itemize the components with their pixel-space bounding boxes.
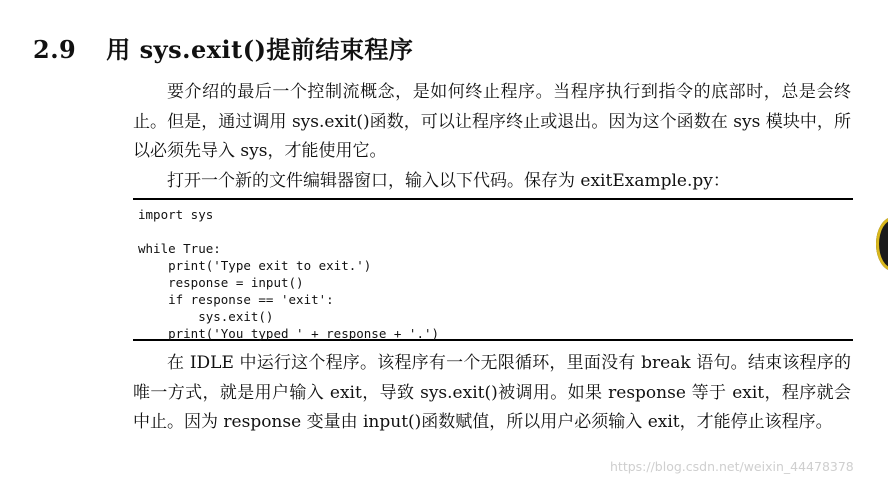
code-line: import sys: [138, 207, 214, 222]
intro-paragraph: 要介绍的最后一个控制流概念，是如何终止程序。当程序执行到指令的底部时，总是会终止。但是，通过调用 sys.exit()函数，可以让程序终止或退出。因为这个函数在 sys 模块中，所以必须先导入 sys，才能使用它。: [133, 82, 851, 161]
code-line: [138, 223, 853, 240]
floating-widget-icon[interactable]: [876, 217, 888, 271]
code-line: while True:: [138, 241, 221, 256]
code-line: if response == 'exit':: [138, 292, 334, 307]
instruction-paragraph: 打开一个新的文件编辑器窗口，输入以下代码。保存为 exitExample.py：: [167, 170, 730, 191]
section-heading: [33, 30, 413, 65]
code-line: response = input(): [138, 275, 304, 290]
explanation-text: [133, 349, 851, 438]
explanation-paragraph: 在 IDLE 中运行这个程序。该程序有一个无限循环，里面没有 break 语句。结束该程序的唯一方式，就是用户输入 exit，导致 sys.exit()被调用。如果 response 等于 exit，程序就会中止。因为 response 变量由 input()函数赋值，所以用户必须输入 exit，才能停止该程序。: [133, 353, 851, 432]
watermark: https://blog.csdn.net/weixin_44478378: [610, 459, 854, 474]
code-line: sys.exit(): [138, 309, 274, 324]
code-line: print('Type exit to exit.'): [138, 258, 372, 273]
section-number: 2.9: [33, 35, 77, 64]
code-line: print('You typed ' + response + '.'): [138, 326, 440, 341]
section-title: 用 sys.exit()提前结束程序: [106, 35, 414, 64]
intro-text: [133, 78, 851, 196]
code-listing: [133, 198, 853, 341]
